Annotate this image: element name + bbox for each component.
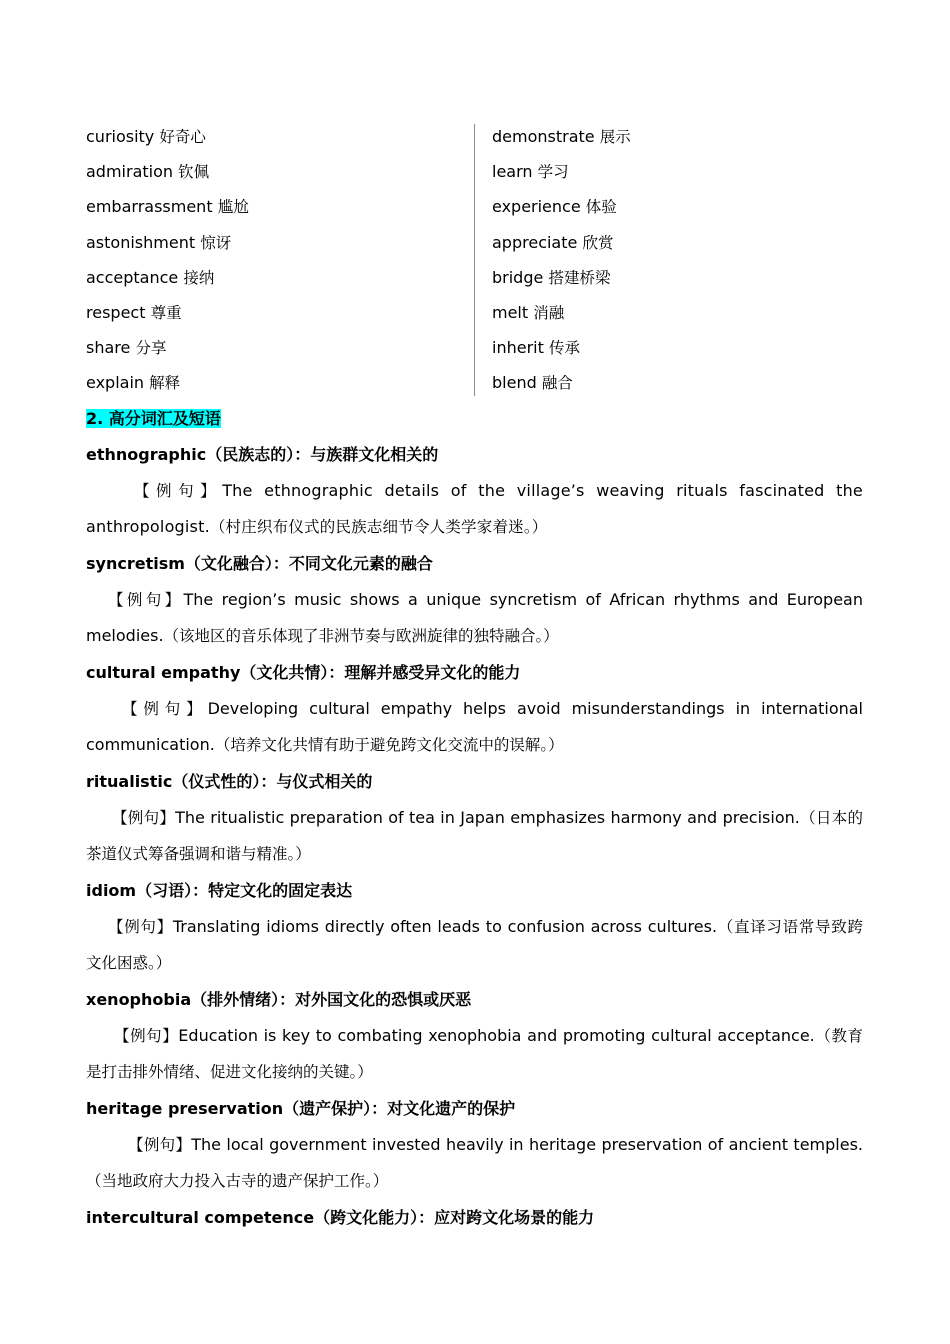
- entry-word: xenophobia: [86, 989, 192, 1009]
- vocab-word: melt: [492, 302, 529, 322]
- example-english: The region’s music shows a unique syncretism of African rhythms and European melodies.: [86, 589, 863, 645]
- vocab-item: [86, 295, 474, 330]
- vocab-word: acceptance: [86, 267, 179, 287]
- vocab-word: admiration: [86, 162, 174, 182]
- entry-meaning: （遗产保护）：对文化遗产的保护: [283, 1098, 516, 1118]
- example-english: The ethnographic details of the village’s weaving rituals fascinated the anthropologist.: [86, 480, 863, 536]
- vocab-word: explain: [86, 373, 145, 393]
- vocab-translation: 惊讶: [200, 233, 232, 252]
- example-label: 【例句】: [108, 917, 173, 936]
- vocab-translation: 搭建桥梁: [548, 268, 611, 287]
- example-chinese: （日本的茶道仪式筹备强调和谐与精准。）: [86, 808, 863, 863]
- entry-example: [86, 473, 863, 546]
- vocab-item: [492, 154, 862, 189]
- entry-term: [86, 1091, 863, 1127]
- entry-word: cultural empathy: [86, 662, 241, 682]
- vocab-item: [492, 119, 862, 154]
- example-chinese: （该地区的音乐体现了非洲节奏与欧洲旋律的独特融合。）: [163, 627, 559, 645]
- entry-word: intercultural competence: [86, 1207, 315, 1227]
- vocab-item: [86, 225, 474, 260]
- vocab-word: share: [86, 338, 131, 358]
- vocab-item: [492, 189, 862, 224]
- entry-example: [86, 1018, 863, 1091]
- entry-word: syncretism: [86, 553, 185, 573]
- vocab-translation: 消融: [533, 303, 565, 322]
- example-chinese: （当地政府大力投入古寺的遗产保护工作。）: [86, 1172, 389, 1190]
- vocab-item: [86, 154, 474, 189]
- example-chinese: （教育是打击排外情绪、促进文化接纳的关键。）: [86, 1026, 863, 1081]
- vocab-word: appreciate: [492, 232, 578, 252]
- entry-example: [86, 1127, 863, 1200]
- entry-term: [86, 873, 863, 909]
- example-chinese: （培养文化共情有助于避免跨文化交流中的误解。）: [214, 736, 564, 754]
- example-english: The local government invested heavily in heritage preservation of ancient temples.: [191, 1134, 863, 1154]
- vocab-item: [492, 260, 862, 295]
- example-label: 【例句】: [134, 481, 223, 500]
- entry-meaning: （排外情绪）：对外国文化的恐惧或厌恶: [191, 989, 472, 1009]
- entry-example: [86, 800, 863, 873]
- vocab-word: learn: [492, 162, 533, 182]
- entry-term: [86, 982, 863, 1018]
- vocabulary-table: [86, 119, 863, 401]
- vocab-item: [492, 225, 862, 260]
- entry-example: [86, 909, 863, 982]
- vocab-item: [86, 119, 474, 154]
- vocab-item: [492, 365, 862, 400]
- vocab-translation: 尊重: [150, 303, 182, 322]
- entry-term: [86, 546, 863, 582]
- entry-meaning: （民族志的）：与族群文化相关的: [206, 444, 439, 464]
- vocab-item: [492, 295, 862, 330]
- vocab-translation: 分享: [135, 339, 167, 358]
- entry-meaning: （仪式性的）：与仪式相关的: [172, 771, 373, 791]
- vocab-translation: 钦佩: [178, 163, 210, 182]
- example-label: 【例句】: [112, 808, 176, 827]
- entry-word: heritage preservation: [86, 1098, 284, 1118]
- vocabulary-column-left: [86, 119, 474, 401]
- example-label: 【例句】: [114, 1026, 179, 1045]
- example-label: 【例句】: [128, 1135, 192, 1154]
- entry-term: [86, 764, 863, 800]
- example-label: 【例句】: [108, 590, 184, 609]
- vocab-translation: 学习: [537, 163, 569, 182]
- vocab-word: demonstrate: [492, 127, 595, 146]
- example-chinese: （直译习语常导致跨文化困惑。）: [86, 917, 863, 972]
- example-label: 【例句】: [122, 699, 208, 718]
- entry-term: [86, 655, 863, 691]
- section-heading: [86, 401, 863, 437]
- vocab-word: embarrassment: [86, 197, 213, 217]
- entry-meaning: （跨文化能力）：应对跨文化场景的能力: [314, 1207, 595, 1227]
- entry-meaning: （习语）：特定文化的固定表达: [136, 880, 353, 900]
- entry-term: [86, 1200, 863, 1236]
- column-divider: [474, 124, 475, 396]
- document-page: [86, 119, 863, 1236]
- vocab-item: [86, 189, 474, 224]
- vocab-word: blend: [492, 373, 537, 393]
- entry-word: ritualistic: [86, 771, 173, 791]
- vocab-translation: 融合: [541, 374, 573, 393]
- vocab-translation: 展示: [599, 128, 631, 146]
- example-english: The ritualistic preparation of tea in Japan emphasizes harmony and precision.: [175, 807, 800, 827]
- vocab-word: bridge: [492, 267, 544, 287]
- vocabulary-column-right: [474, 119, 862, 401]
- example-english: Education is key to combating xenophobia and promoting cultural acceptance.: [178, 1025, 815, 1045]
- vocab-word: respect: [86, 302, 146, 322]
- vocab-item: [86, 330, 474, 365]
- section-heading-text: 2. 高分词汇及短语: [86, 408, 221, 428]
- entry-meaning: （文化融合）：不同文化元素的融合: [184, 553, 433, 573]
- entry-term: [86, 437, 863, 473]
- entry-example: [86, 691, 863, 764]
- vocab-word: experience: [492, 197, 581, 217]
- vocab-translation: 传承: [548, 339, 580, 358]
- vocab-translation: 尴尬: [217, 198, 249, 217]
- vocab-translation: 体验: [585, 198, 617, 217]
- example-chinese: （村庄织布仪式的民族志细节令人类学家着迷。）: [209, 518, 548, 536]
- vocab-word: astonishment: [86, 232, 196, 252]
- vocab-item: [492, 330, 862, 365]
- vocab-translation: 接纳: [183, 268, 215, 287]
- vocab-word: inherit: [492, 338, 544, 358]
- vocab-translation: 好奇心: [159, 128, 206, 146]
- vocab-translation: 欣赏: [582, 233, 614, 252]
- vocab-item: [86, 260, 474, 295]
- entry-example: [86, 582, 863, 655]
- example-english: Translating idioms directly often leads to confusion across cultures.: [172, 916, 718, 936]
- entry-word: ethnographic: [86, 444, 207, 464]
- example-english: Developing cultural empathy helps avoid misunderstandings in international communication.: [86, 698, 863, 754]
- vocab-item: [86, 365, 474, 400]
- entry-word: idiom: [86, 880, 137, 900]
- vocab-word: curiosity: [86, 127, 155, 146]
- vocab-translation: 解释: [149, 374, 181, 393]
- entry-meaning: （文化共情）：理解并感受异文化的能力: [240, 662, 521, 682]
